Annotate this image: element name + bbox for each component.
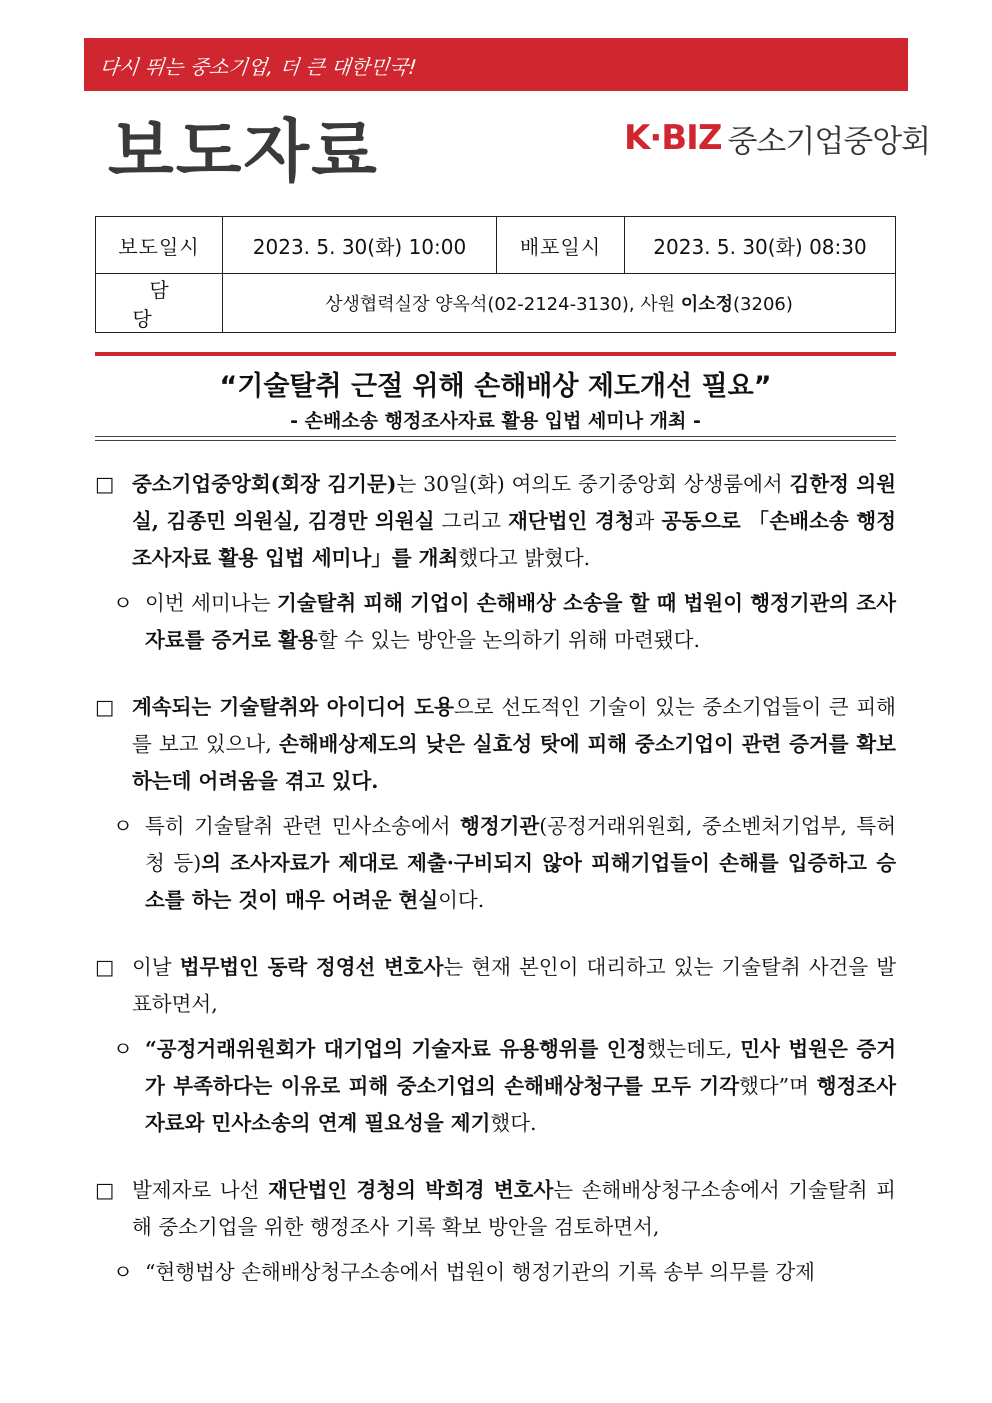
release-info-table xyxy=(95,216,896,333)
distribution-date-value: 2023. 5. 30(화) 08:30 xyxy=(625,217,896,274)
paragraph-4-detail: ㅇ “현행법상 손해배상청구소송에서 법원이 행정기관의 기록 송부 의무를 강제 xyxy=(113,1254,896,1291)
double-rule-bottom xyxy=(95,440,896,441)
paragraph-1-detail: ㅇ 이번 세미나는 기술탈취 피해 기업이 손해배상 소송을 할 때 법원이 행정기관의 조사자료를 증거로 활용할 수 있는 방안을 논의하기 위해 마련됐다. xyxy=(113,585,896,659)
title-divider xyxy=(95,352,896,356)
distribution-date-label: 배포일시 xyxy=(497,217,625,274)
slogan-text: 다시 뛰는 중소기업, 더 큰 대한민국! xyxy=(98,55,418,79)
kbiz-logo xyxy=(624,116,930,160)
square-bullet-icon: □ xyxy=(95,695,115,719)
contact-label: 담당 xyxy=(96,274,223,333)
headline: “기술탈취 근절 위해 손해배상 제도개선 필요” xyxy=(219,371,772,402)
circle-bullet-icon: ㅇ xyxy=(113,1037,133,1061)
slogan-banner xyxy=(84,38,908,91)
logo-name: 중소기업중앙회 xyxy=(727,123,931,160)
contact-value xyxy=(223,274,896,333)
circle-bullet-icon: ㅇ xyxy=(113,591,133,615)
release-date-value: 2023. 5. 30(화) 10:00 xyxy=(223,217,497,274)
logo-mark: K·BIZ xyxy=(624,118,722,158)
article-body xyxy=(95,466,896,1291)
paragraph-3-detail: ㅇ “공정거래위원회가 대기업의 기술자료 유용행위를 인정했는데도, 민사 법원은 증거가 부족하다는 이유로 피해 중소기업의 손해배상청구를 모두 기각했다”며 행정조사 자료와 민사소송의 연계 필요성을 제기했다. xyxy=(113,1031,896,1142)
contact-staff: 이소정 xyxy=(680,294,734,315)
subheadline: - 손배소송 행정조사자료 활용 입법 세미나 개최 - xyxy=(290,410,701,432)
square-bullet-icon: □ xyxy=(95,1178,115,1202)
square-bullet-icon: □ xyxy=(95,472,115,496)
document-title: 보도자료 xyxy=(108,113,379,192)
circle-bullet-icon: ㅇ xyxy=(113,1260,133,1284)
release-date-label: 보도일시 xyxy=(96,217,223,274)
paragraph-3: □ 이날 법무법인 동락 정영선 변호사는 현재 본인이 대리하고 있는 기술탈취 사건을 발표하면서, xyxy=(95,949,896,1023)
square-bullet-icon: □ xyxy=(95,955,115,979)
circle-bullet-icon: ㅇ xyxy=(113,814,133,838)
paragraph-1: □ 중소기업중앙회(회장 김기문)는 30일(화) 여의도 중기중앙회 상생룸에서 김한정 의원실, 김종민 의원실, 김경만 의원실 그리고 재단법인 경청과 공동으로 「손배소송 행정조사자료 활용 입법 세미나」를 개최했다고 밝혔다. xyxy=(95,466,896,577)
contact-dept: 상생협력실장 양옥석 xyxy=(325,294,488,315)
contact-ext: (3206) xyxy=(733,294,793,315)
paragraph-2-detail: ㅇ 특히 기술탈취 관련 민사소송에서 행정기관(공정거래위원회, 중소벤처기업부, 특허청 등)의 조사자료가 제대로 제출·구비되지 않아 피해기업들이 손해를 입증하고 승소를 하는 것이 매우 어려운 현실이다. xyxy=(113,808,896,919)
contact-phone: (02-2124-3130), 사원 xyxy=(487,294,681,315)
paragraph-2: □ 계속되는 기술탈취와 아이디어 도용으로 선도적인 기술이 있는 중소기업들이 큰 피해를 보고 있으나, 손해배상제도의 낮은 실효성 탓에 피해 중소기업이 관련 증거를 확보하는데 어려움을 겪고 있다. xyxy=(95,689,896,800)
paragraph-4: □ 발제자로 나선 재단법인 경청의 박희경 변호사는 손해배상청구소송에서 기술탈취 피해 중소기업을 위한 행정조사 기록 확보 방안을 검토하면서, xyxy=(95,1172,896,1246)
double-rule-top xyxy=(95,436,896,437)
